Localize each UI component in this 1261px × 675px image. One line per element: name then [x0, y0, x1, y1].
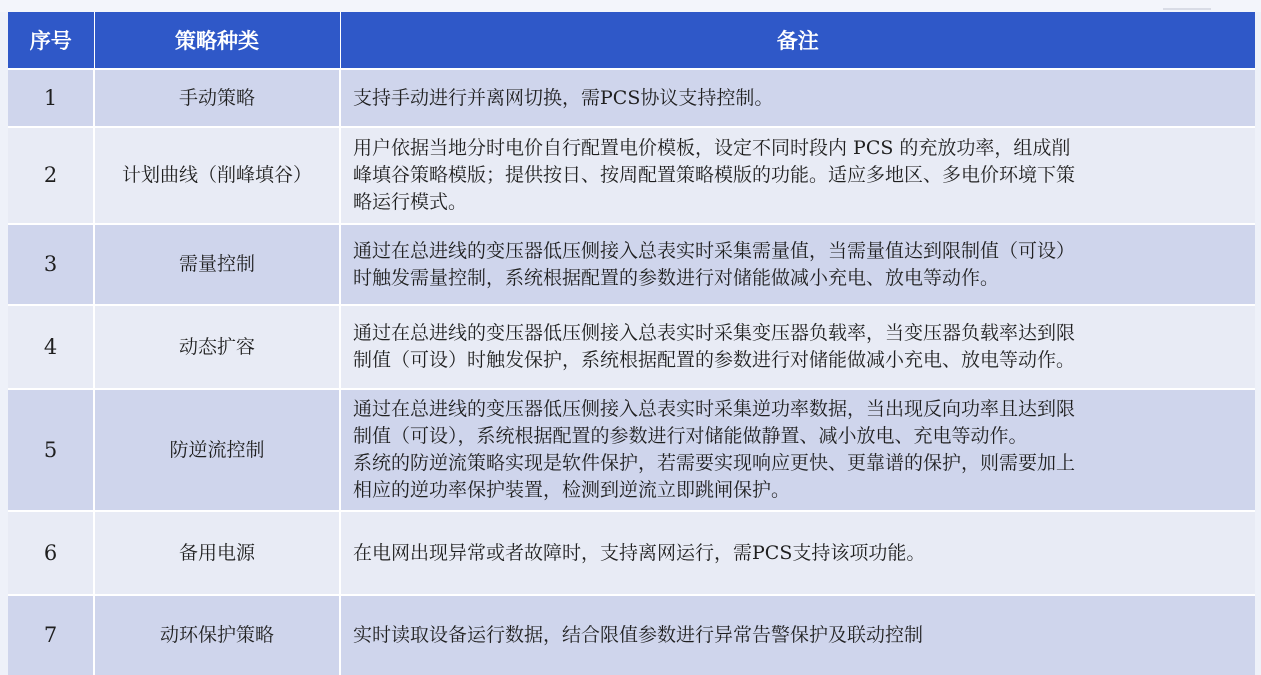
row-type: 动环保护策略	[94, 595, 340, 675]
row-type: 手动策略	[94, 69, 340, 127]
row-note	[340, 511, 1255, 595]
note-line: 系统的防逆流策略实现是软件保护，若需要实现响应更快、更靠谱的保护，则需要加上	[353, 452, 1076, 474]
note-line: 略运行模式。	[353, 191, 468, 213]
row-type: 计划曲线（削峰填谷）	[94, 127, 340, 224]
corner-mark	[1163, 8, 1211, 10]
table-row	[8, 69, 1255, 127]
row-seq: 6	[8, 511, 94, 595]
table-row	[8, 511, 1255, 595]
table-row	[8, 224, 1255, 305]
note-line: 用户依据当地分时电价自行配置电价模板，设定不同时段内 PCS 的充放功率，组成削	[353, 137, 1071, 159]
row-type: 需量控制	[94, 224, 340, 305]
table-row	[8, 389, 1255, 511]
table-row	[8, 595, 1255, 675]
row-seq: 5	[8, 389, 94, 511]
note-line: 通过在总进线的变压器低压侧接入总表实时采集逆功率数据，当出现反向功率且达到限	[353, 398, 1076, 420]
note-line: 相应的逆功率保护装置，检测到逆流立即跳闸保护。	[353, 479, 791, 501]
row-note	[340, 305, 1255, 389]
note-line: 峰填谷策略模版；提供按日、按周配置策略模版的功能。适应多地区、多电价环境下策	[353, 164, 1076, 186]
note-line: 通过在总进线的变压器低压侧接入总表实时采集变压器负载率，当变压器负载率达到限	[353, 322, 1076, 344]
row-note	[340, 127, 1255, 224]
row-seq: 2	[8, 127, 94, 224]
header-seq: 序号	[8, 12, 94, 69]
row-seq: 1	[8, 69, 94, 127]
note-line: 时触发需量控制，系统根据配置的参数进行对储能做减小充电、放电等动作。	[353, 266, 1000, 289]
note-line: 通过在总进线的变压器低压侧接入总表实时采集需量值，当需量值达到限制值（可设）	[353, 239, 1076, 262]
note-line: 制值（可设）时触发保护，系统根据配置的参数进行对储能做减小充电、放电等动作。	[353, 349, 1076, 371]
row-note	[340, 595, 1255, 675]
row-type: 动态扩容	[94, 305, 340, 389]
note-line: 制值（可设），系统根据配置的参数进行对储能做静置、减小放电、充电等动作。	[353, 425, 1028, 447]
row-note	[340, 389, 1255, 511]
note-line: 实时读取设备运行数据，结合限值参数进行异常告警保护及联动控制	[353, 624, 924, 646]
note-line: 支持手动进行并离网切换，需PCS协议支持控制。	[353, 86, 774, 109]
strategy-table	[8, 12, 1255, 675]
header-type: 策略种类	[94, 12, 340, 69]
row-note	[340, 69, 1255, 127]
note-line: 在电网出现异常或者故障时，支持离网运行，需PCS支持该项功能。	[353, 541, 926, 564]
row-note	[340, 224, 1255, 305]
row-seq: 3	[8, 224, 94, 305]
row-type: 备用电源	[94, 511, 340, 595]
header-note: 备注	[340, 12, 1255, 69]
table-row	[8, 127, 1255, 224]
row-seq: 4	[8, 305, 94, 389]
table-row	[8, 305, 1255, 389]
top-band	[0, 0, 1261, 12]
header-row	[8, 12, 1255, 69]
row-type: 防逆流控制	[94, 389, 340, 511]
row-seq: 7	[8, 595, 94, 675]
